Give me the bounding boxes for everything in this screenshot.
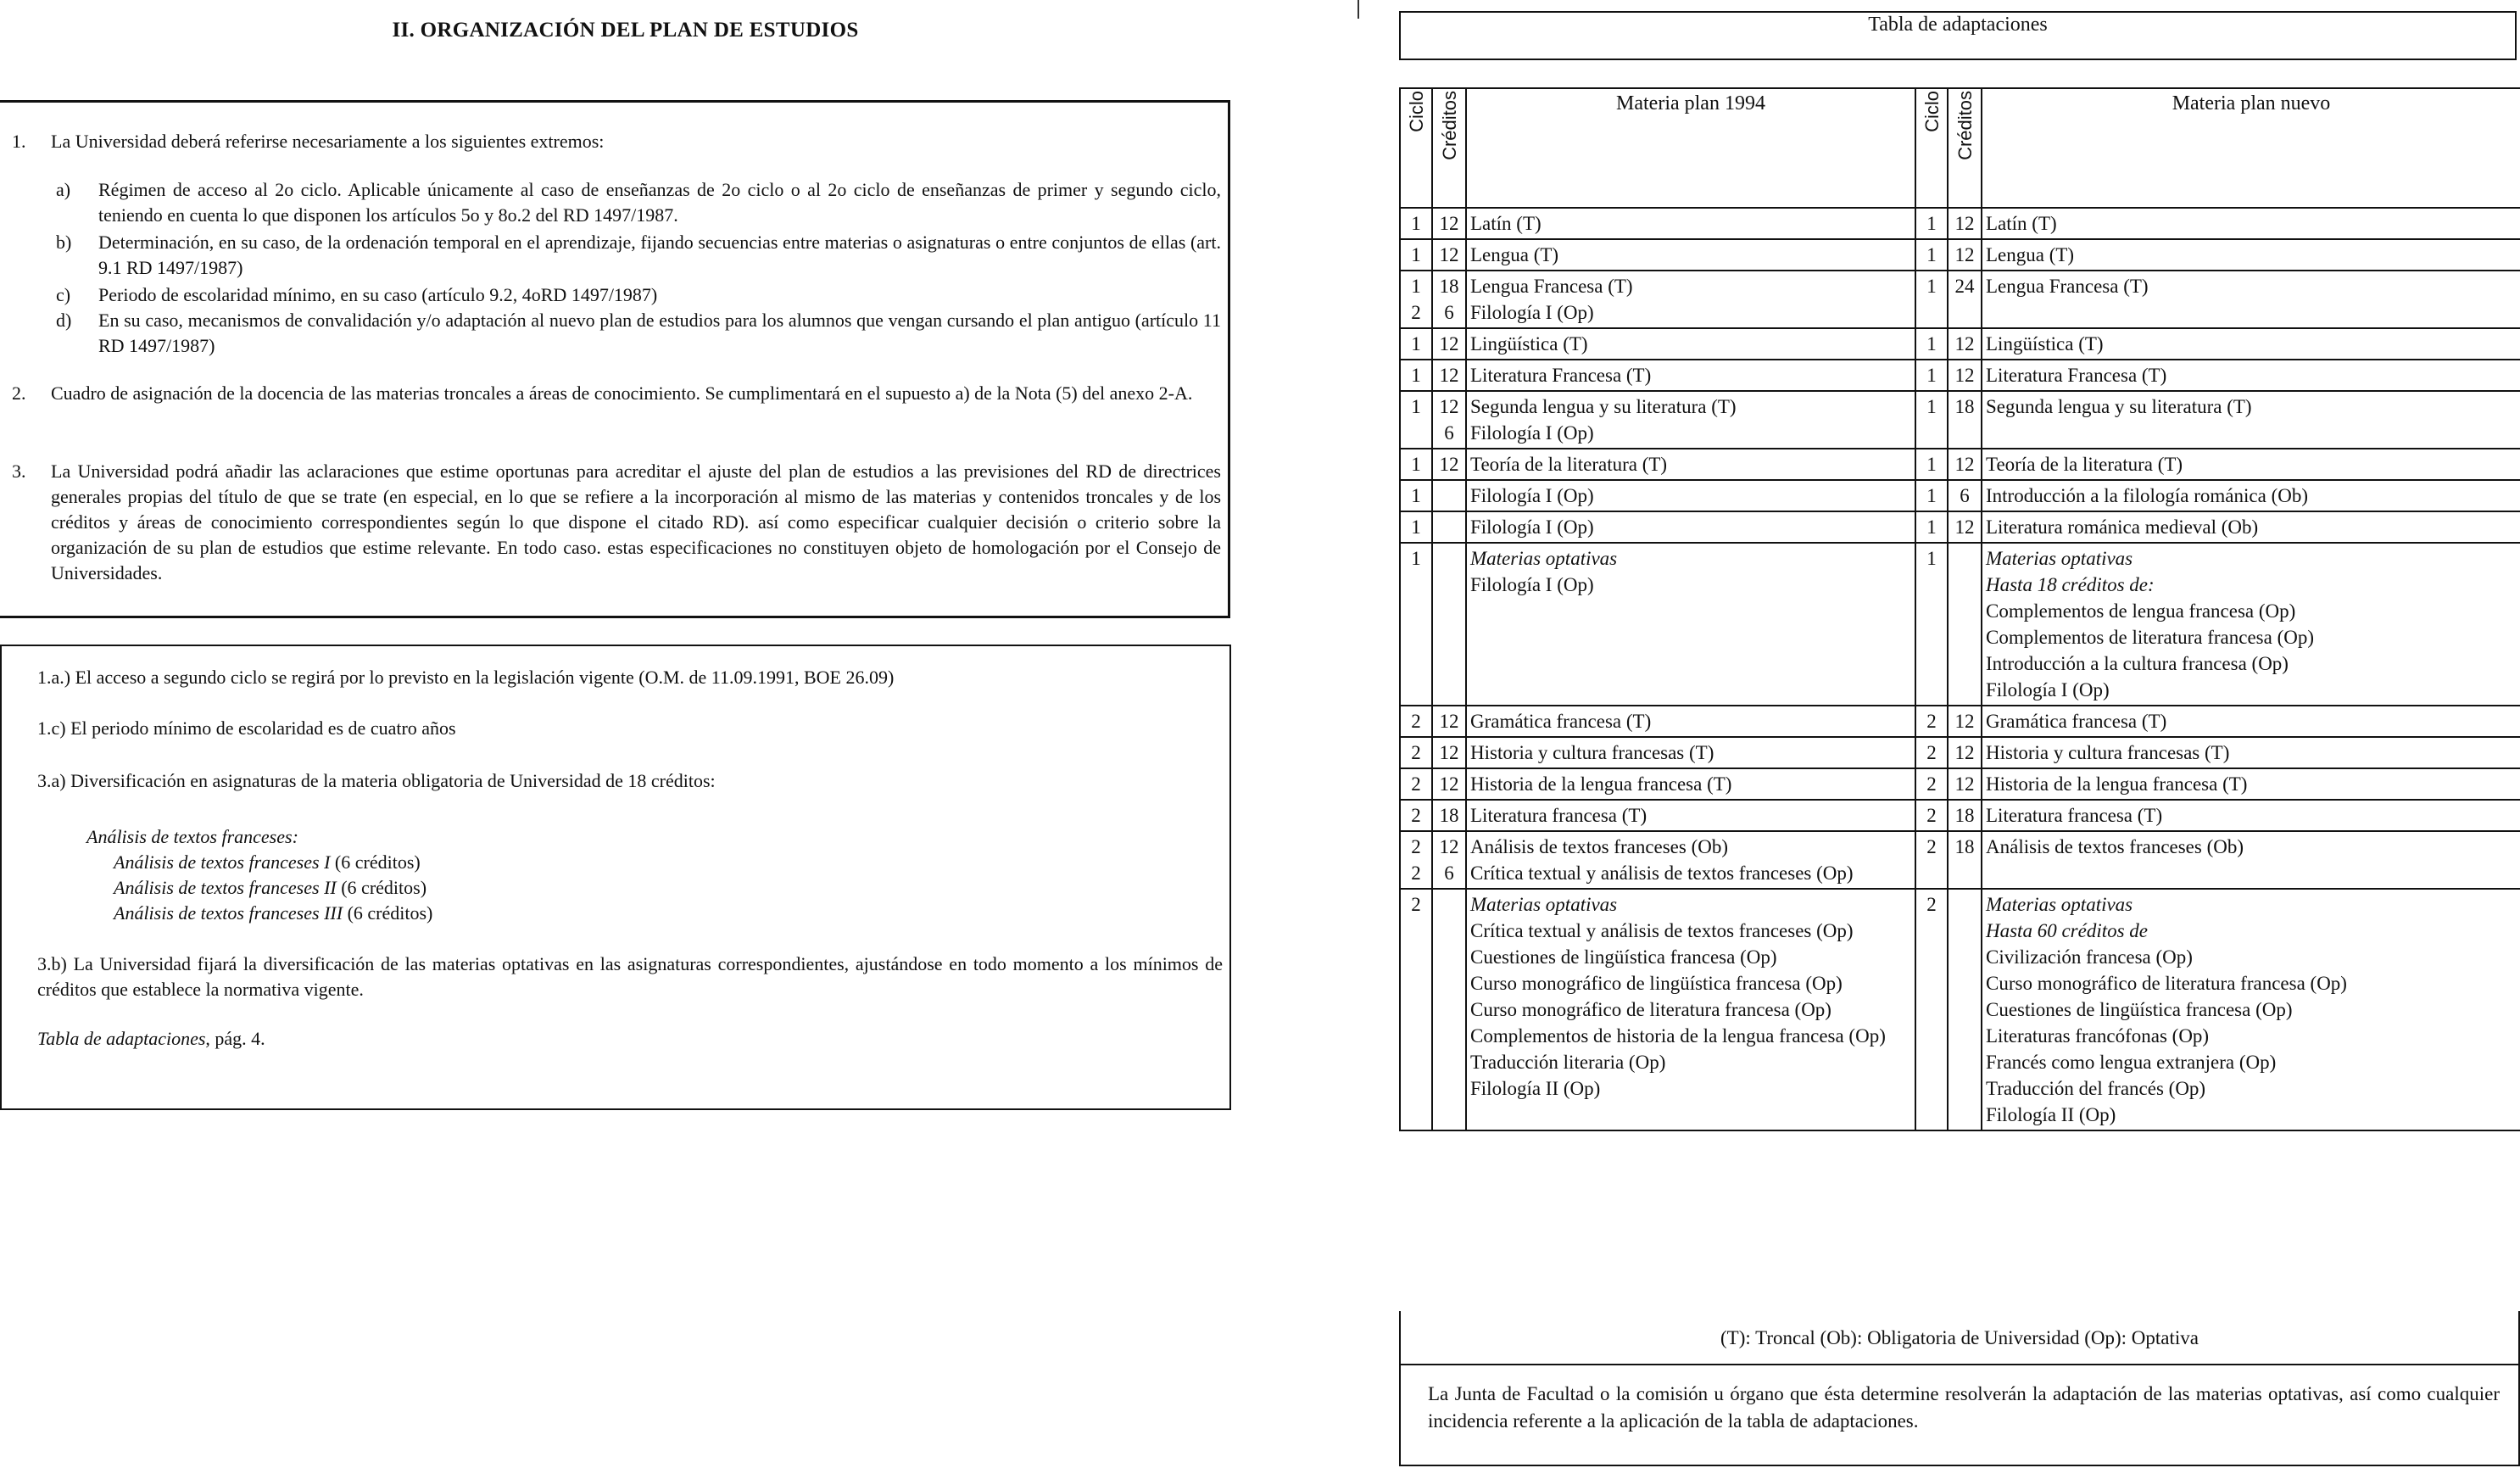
sub-item-text: Periodo de escolaridad mínimo, en su caso (artículo 9.2, 4oRD 1497/1987) (98, 284, 658, 305)
table-row: 1 Filología I (Op) 1 6 Introducción a la filología románica (Ob) (1400, 480, 2520, 511)
table-row: 1 Materias optativas Filología I (Op) 1 Materias optativas Hasta 18 créditos de: Complementos de lengua francesa (Op) Complementos de literatura francesa (Op) Introducción a la cultura francesa (Op) Filología I (Op) (1400, 543, 2520, 706)
table-legend: (T): Troncal (Ob): Obligatoria de Universidad (Op): Optativa (1399, 1311, 2520, 1365)
item-number: 3. (12, 460, 26, 482)
left-page (0, 0, 1251, 1468)
sub-item-label: d) (56, 310, 72, 331)
adaptation-table (1399, 87, 2520, 1131)
table-row: 2 18 Literatura francesa (T) 2 18 Literatura francesa (T) (1400, 800, 2520, 831)
table-note: La Junta de Facultad o la comisión u órgano que ésta determine resolverán la adaptación de las materias optativas, así como cualquier incidencia referente a la aplicación de la tabla de adaptaciones. (1399, 1365, 2520, 1466)
table-header-row (1400, 88, 2520, 208)
answer-3a: 3.a) Diversificación en asignaturas de la materia obligatoria de Universidad de 18 créditos: (37, 770, 716, 791)
sub-item-text: Determinación, en su caso, de la ordenación temporal en el aprendizaje, fijando secuencias entre materias o asignaturas o entre conjuntos de ellas (art. 9.1 RD 1497/1987) (98, 232, 1221, 278)
table-row: 1 12 Literatura Francesa (T) 1 12 Literatura Francesa (T) (1400, 360, 2520, 391)
instructions-intro: La Universidad deberá referirse necesariamente a los siguientes extremos: (51, 131, 605, 152)
table-row: 1 12 6 Segunda lengua y su literatura (T) Filología I (Op) 1 18 Segunda lengua y su literatura (T) (1400, 391, 2520, 449)
table-row: 2 12 Historia de la lengua francesa (T) 2 12 Historia de la lengua francesa (T) (1400, 768, 2520, 800)
page-reference: Tabla de adaptaciones, pág. 4. (37, 1028, 265, 1049)
analisis-item: Análisis de textos franceses III (6 créditos) (114, 902, 433, 924)
header-ciclo-new: Ciclo (1915, 88, 1948, 208)
table-row: 1 12 Latín (T) 1 12 Latín (T) (1400, 208, 2520, 239)
sub-item-label: c) (56, 284, 71, 305)
instructions-item-3: La Universidad podrá añadir las aclaraciones que estime oportunas para acreditar el ajuste del plan de estudios a las previsiones del RD de directrices generales propias del título de que se trate (en especial, en lo que se refiere a la incorporación al mismo de las materias y contenidos troncales y de los créditos y áreas de conocimiento correspondientes según lo que dispone el citado RD). así como especificar cualquier decisión o criterio sobre la organización de su plan de estudios que estime relevante. En todo caso. estas especificaciones no constituyen objeto de homologación por el Consejo de Universidades. (51, 460, 1221, 583)
table-row: 1 Filología I (Op) 1 12 Literatura románica medieval (Ob) (1400, 511, 2520, 543)
right-page (1399, 0, 2520, 1468)
sub-item-text: Régimen de acceso al 2o ciclo. Aplicable únicamente al caso de enseñanzas de 2o ciclo o al 2o ciclo de enseñanzas de primer y segundo ciclo, teniendo en cuenta lo que disponen los artículos 5o y 8o.2 del RD 1497/1987. (98, 179, 1221, 226)
table-row: 2 Materias optativas Crítica textual y análisis de textos franceses (Op) Cuestiones de lingüística francesa (Op) Curso monográfico de lingüística francesa (Op) Curso monográfico de literatura francesa (Op) Complementos de historia de la lengua francesa (Op) Traducción literaria (Op) Filología II (Op) 2 Materias optativas Hasta 60 créditos de Civilización francesa (Op) Curso monográfico de literatura francesa (Op) Cuestiones de lingüística francesa (Op) Literaturas francófonas (Op) Francés como lengua extranjera (Op) Traducción del francés (Op) Filología II (Op) (1400, 889, 2520, 1130)
analisis-heading: Análisis de textos franceses: (86, 826, 298, 847)
table-row: 1 12 Teoría de la literatura (T) 1 12 Teoría de la literatura (T) (1400, 449, 2520, 480)
instructions-box (0, 100, 1230, 618)
instructions-item-2: Cuadro de asignación de la docencia de las materias troncales a áreas de conocimiento. Se cumplimentará en el supuesto a) de la Nota (5) del anexo 2-A. (51, 382, 1193, 404)
answer-3b: 3.b) La Universidad fijará la diversificación de las materias optativas en las asignaturas correspondientes, ajustándose en todo momento a los mínimos de créditos que establece la normativa vigente. (37, 953, 1223, 1000)
header-materia-old: Materia plan 1994 (1466, 88, 1915, 208)
sub-item-label: a) (56, 179, 71, 200)
item-number: 1. (12, 131, 26, 152)
section-title: II. ORGANIZACIÓN DEL PLAN DE ESTUDIOS (392, 19, 859, 42)
table-row: 1 12 Lingüística (T) 1 12 Lingüística (T) (1400, 328, 2520, 360)
table-row: 1 12 Lengua (T) 1 12 Lengua (T) (1400, 239, 2520, 271)
header-creditos-old: Créditos (1432, 88, 1466, 208)
table-row: 2 12 Historia y cultura francesas (T) 2 12 Historia y cultura francesas (T) (1400, 737, 2520, 768)
table-title: Tabla de adaptaciones (1399, 11, 2517, 60)
header-materia-new: Materia plan nuevo (1982, 88, 2520, 208)
page-divider-mark (1358, 0, 1359, 19)
analisis-item: Análisis de textos franceses I (6 créditos) (114, 851, 421, 873)
table-row: 1 2 18 6 Lengua Francesa (T) Filología I (Op) 1 24 Lengua Francesa (T) (1400, 271, 2520, 328)
sub-item-text: En su caso, mecanismos de convalidación y/o adaptación al nuevo plan de estudios para los alumnos que vengan cursando el plan antiguo (artículo 11 RD 1497/1987) (98, 310, 1221, 356)
analisis-item: Análisis de textos franceses II (6 créditos) (114, 877, 427, 898)
table-row: 2 2 12 6 Análisis de textos franceses (Ob) Crítica textual y análisis de textos franceses (Op) 2 18 Análisis de textos franceses (Ob) (1400, 831, 2520, 889)
sub-item-label: b) (56, 232, 72, 253)
answers-box (0, 645, 1231, 1110)
header-ciclo-old: Ciclo (1400, 88, 1432, 208)
header-creditos-new: Créditos (1948, 88, 1982, 208)
table-row: 2 12 Gramática francesa (T) 2 12 Gramática francesa (T) (1400, 706, 2520, 737)
item-number: 2. (12, 382, 26, 404)
answer-1c: 1.c) El periodo mínimo de escolaridad es de cuatro años (37, 717, 456, 739)
answer-1a: 1.a.) El acceso a segundo ciclo se regirá por lo previsto en la legislación vigente (O.M. de 11.09.1991, BOE 26.09) (37, 667, 895, 688)
